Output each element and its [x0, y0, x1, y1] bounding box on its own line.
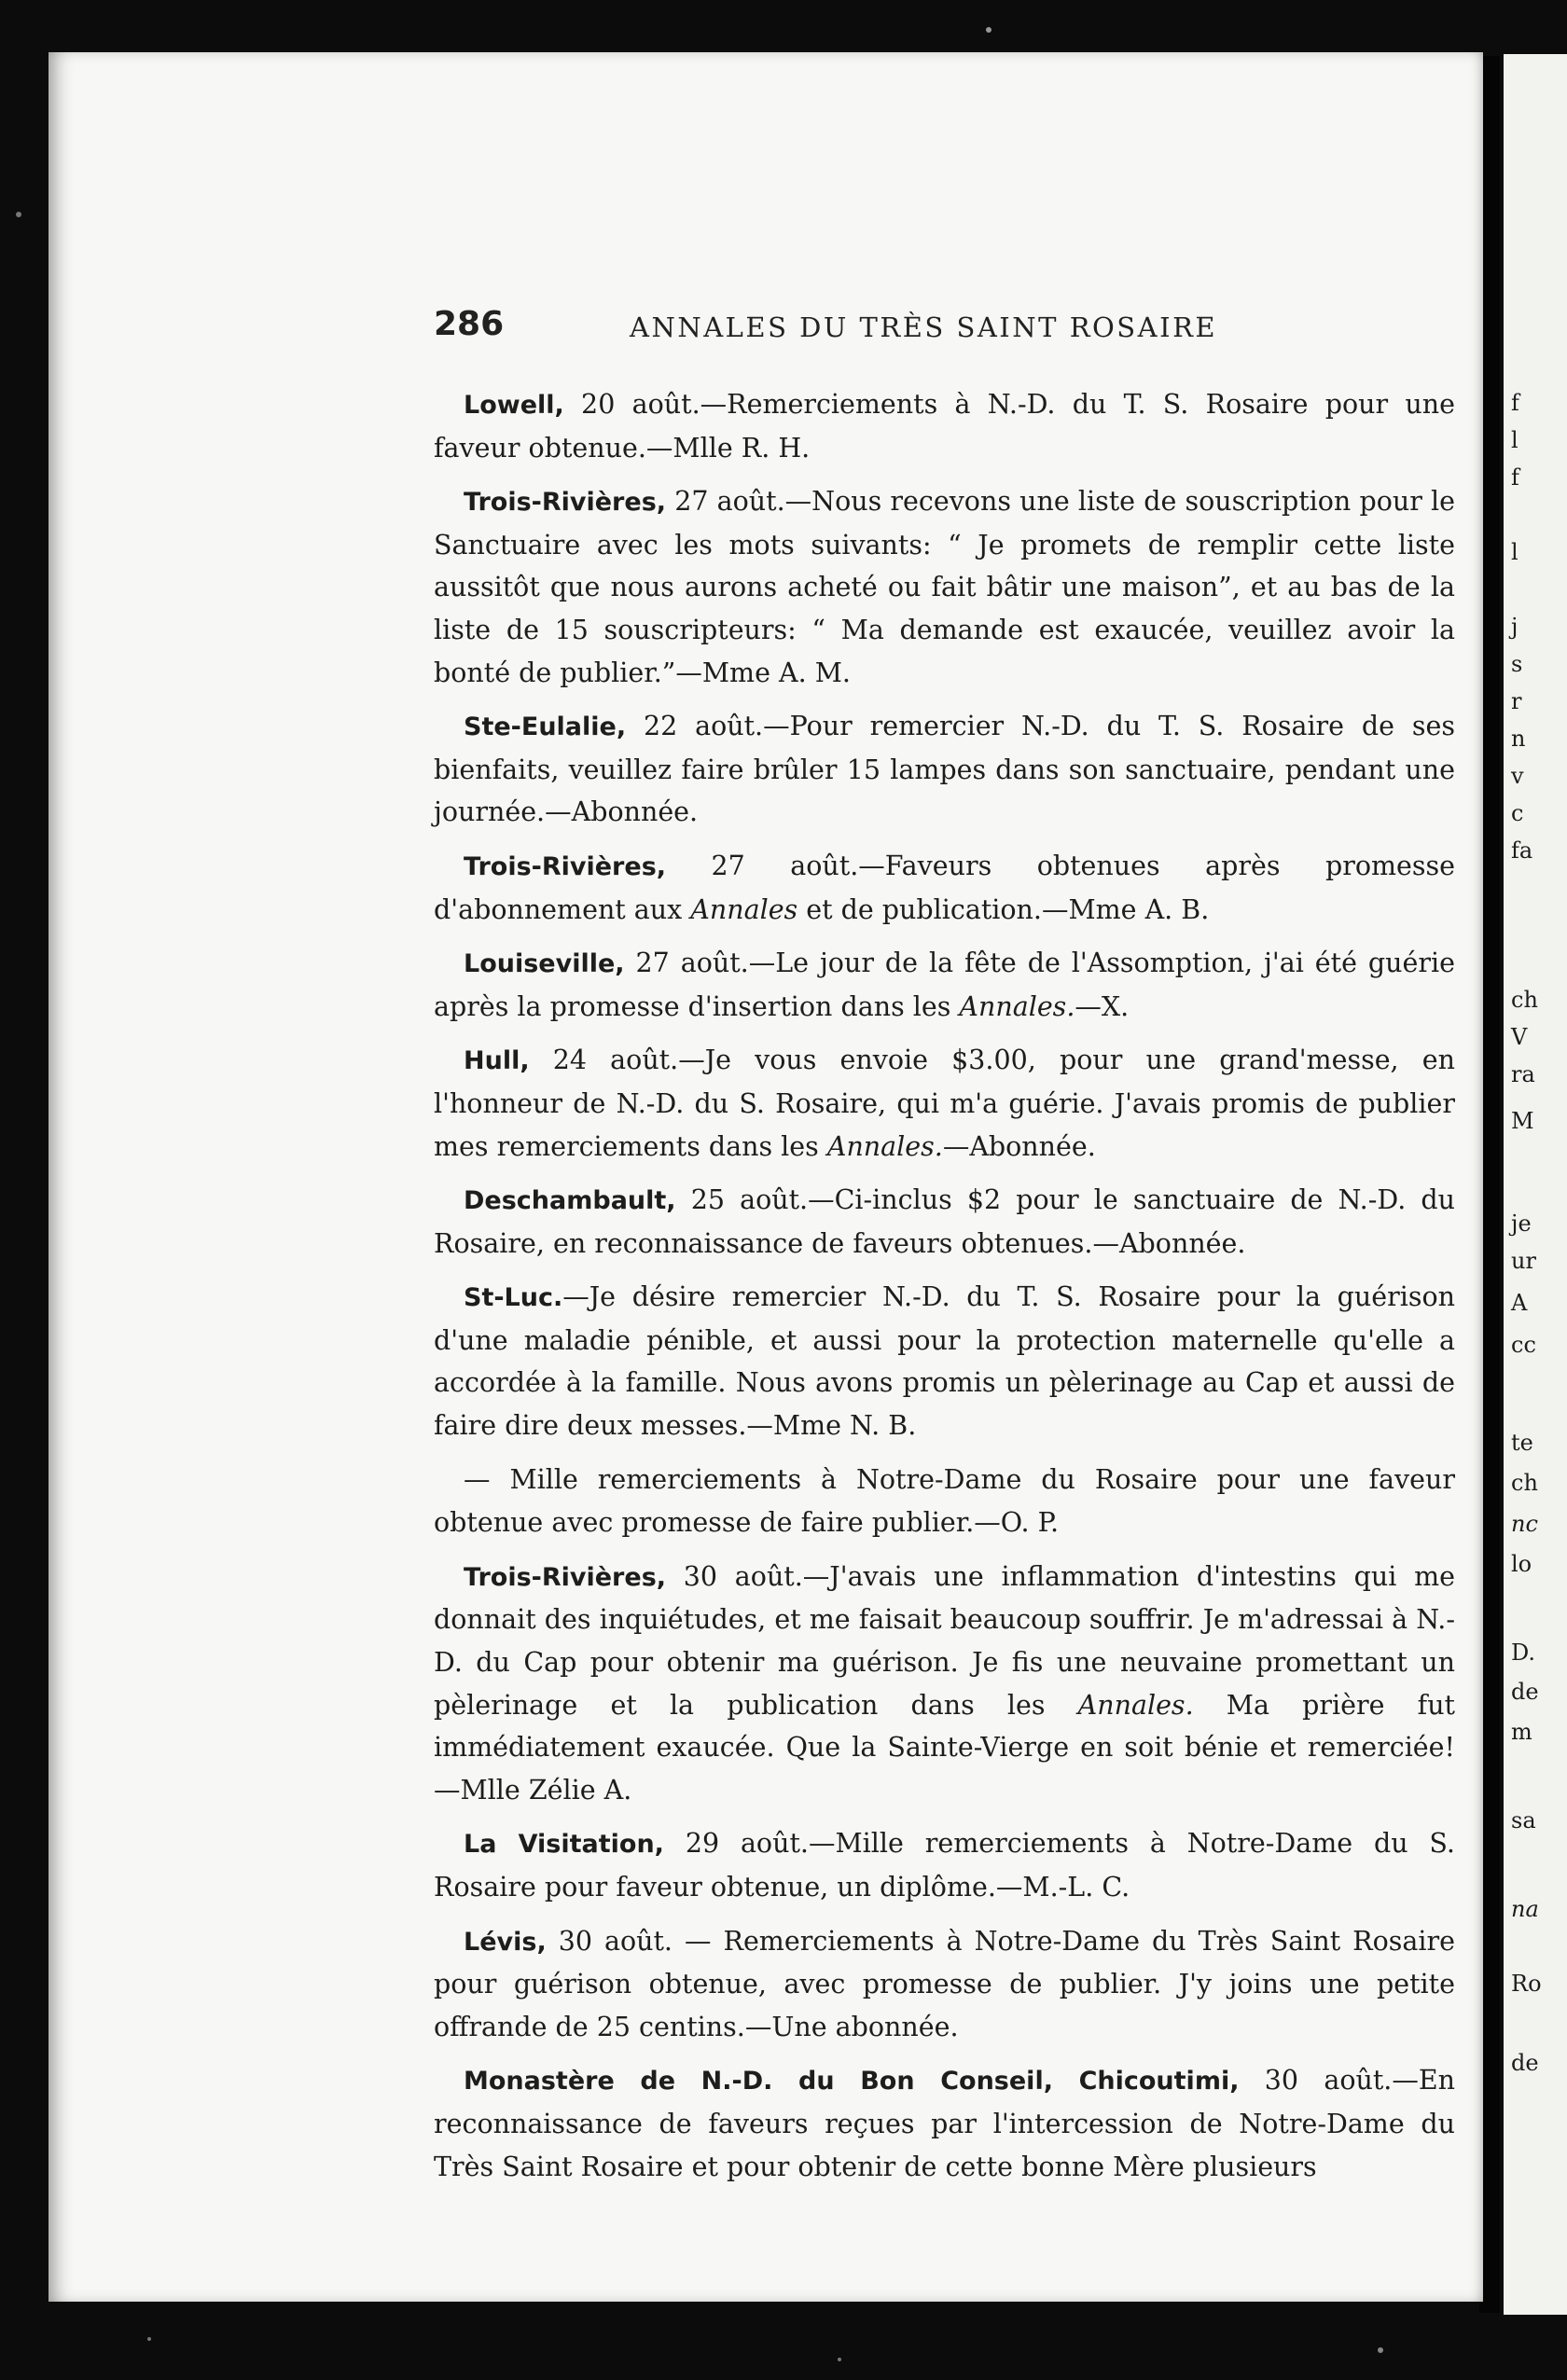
- facing-fragment: c: [1511, 800, 1524, 826]
- entry-text: 30 août. — Remerciements à Notre-Dame du Très Saint Rosaire pour guérison obtenue, avec promesse de publier. J'y joins une petite offrande de 25 centins.—Une abonnée.: [434, 1925, 1455, 2042]
- facing-fragment: f: [1511, 464, 1519, 491]
- entry-place: Trois-Rivières,: [464, 1562, 667, 1592]
- entry-text-continued: Ma prière fut immédiatement exaucée. Que la Sainte-Vierge en soit bénie et remerciée!—Mlle Zélie A.: [434, 1689, 1456, 1806]
- facing-page-strip: [1504, 54, 1567, 2315]
- entry-text: 30 août.—En reconnaissance de faveurs reçues par l'intercession de Notre-Dame du Très Saint Rosaire et pour obtenir de cette bonne Mère plusieurs: [434, 2065, 1455, 2182]
- entry: [434, 383, 1455, 469]
- entry-text-continued: —Abonnée.: [942, 1130, 1096, 1162]
- facing-fragment: ur: [1511, 1248, 1536, 1274]
- entry-text: —Je désire remercier N.-D. du T. S. Rosaire pour la guérison d'une maladie pénible, et aussi pour la protection maternelle qu'elle a accordée à la famille. Nous avons promis un pèlerinage au Cap et aussi de faire dire deux messes.—Mme N. B.: [434, 1281, 1455, 1442]
- facing-fragment: ch: [1511, 987, 1538, 1013]
- entry-place: Deschambault,: [464, 1186, 676, 1216]
- entry-text: 27 août.—Le jour de la fête de l'Assomption, j'ai été guérie après la promesse d'insertion dans les: [434, 948, 1455, 1022]
- facing-fragment: Ro: [1511, 1971, 1542, 1997]
- page-number: 286: [434, 305, 505, 343]
- entry-place: Monastère de N.-D. du Bon Conseil, Chicoutimi,: [464, 2067, 1240, 2096]
- facing-fragment: de: [1511, 2050, 1539, 2076]
- facing-fragment: te: [1511, 1430, 1533, 1456]
- entry: [434, 705, 1455, 834]
- facing-fragment: M: [1511, 1108, 1534, 1134]
- entry-place: Ste-Eulalie,: [464, 713, 627, 742]
- entry-place: Lévis,: [464, 1927, 547, 1957]
- entry: [434, 845, 1455, 931]
- entry-italic: Annales: [690, 893, 798, 925]
- entry-text: 27 août.—Nous recevons une liste de souscription pour le Sanctuaire avec les mots suivants: “ Je promets de remplir cette liste aussitôt que nous aurons acheté ou fait bâtir une maison”, et au bas de la liste de 15 souscripteurs: “ Ma demande est exaucée, veuillez avoir la bonté de publier.”—Mme A. M.: [434, 486, 1455, 688]
- entry: [434, 480, 1455, 694]
- entry: [434, 1179, 1455, 1265]
- facing-fragment: ra: [1511, 1061, 1535, 1087]
- entry-place: Trois-Rivières,: [464, 488, 667, 518]
- facing-fragment: s: [1511, 651, 1523, 677]
- page-content: [434, 303, 1455, 2199]
- entry: [434, 1822, 1455, 1908]
- entry-text-continued: et de publication.—Mme A. B.: [797, 893, 1210, 925]
- entry-text: 20 août.—Remerciements à N.-D. du T. S. Rosaire pour une faveur obtenue.—Mlle R. H.: [434, 389, 1455, 464]
- entry-text: 30 août.—J'avais une inflammation d'intestins qui me donnait des inquiétudes, et me faisait beaucoup souffrir. Je m'adressai à N.-D. du Cap pour obtenir ma guérison. Je fis une neuvaine promettant un pèlerinage et la publication dans les: [434, 1560, 1455, 1721]
- facing-fragment: na: [1511, 1896, 1539, 1922]
- running-title: ANNALES DU TRÈS SAINT ROSAIRE: [630, 311, 1218, 343]
- facing-fragment: V: [1511, 1024, 1528, 1050]
- entry-text: 22 août.—Pour remercier N.-D. du T. S. Rosaire de ses bienfaits, veuillez faire brûler 15 lampes dans son sanctuaire, pendant une journée.—Abonnée.: [434, 711, 1455, 828]
- facing-fragment: m: [1511, 1719, 1532, 1745]
- facing-fragment: A: [1511, 1290, 1528, 1316]
- facing-fragment: n: [1511, 726, 1526, 752]
- entry: [434, 942, 1455, 1028]
- facing-fragment: l: [1511, 427, 1518, 453]
- facing-fragment: je: [1511, 1211, 1532, 1237]
- entry-place: Hull,: [464, 1046, 530, 1076]
- entry: [434, 1920, 1455, 2049]
- facing-fragment: fa: [1511, 837, 1533, 864]
- entry-italic: Annales.: [959, 990, 1075, 1022]
- facing-fragment: j: [1511, 614, 1518, 640]
- facing-fragment: r: [1511, 688, 1522, 714]
- entry: [434, 1459, 1455, 1544]
- facing-fragment: f: [1511, 390, 1519, 416]
- entry-place: Trois-Rivières,: [464, 851, 667, 881]
- entry-text-continued: —X.: [1075, 990, 1130, 1022]
- entry-text: 27 août.—Faveurs obtenues après promesse d'abonnement aux: [434, 850, 1455, 925]
- entry-place: St-Luc.: [464, 1283, 563, 1313]
- entry-italic: Annales.: [826, 1130, 943, 1162]
- entry: [434, 1276, 1455, 1446]
- entry: [434, 1556, 1455, 1812]
- facing-fragment: l: [1511, 539, 1518, 565]
- entry-italic: Annales.: [1077, 1689, 1194, 1721]
- facing-fragment: nc: [1511, 1511, 1538, 1537]
- facing-fragment: de: [1511, 1679, 1539, 1705]
- facing-fragment: ch: [1511, 1470, 1538, 1496]
- entry-text: — Mille remerciements à Notre-Dame du Rosaire pour une faveur obtenue avec promesse de faire publier.—O. P.: [434, 1463, 1455, 1539]
- entry: [434, 2059, 1455, 2188]
- entry-text: 29 août.—Mille remerciements à Notre-Dame du S. Rosaire pour faveur obtenue, un diplôme.—M.-L. C.: [434, 1828, 1455, 1903]
- facing-fragment: cc: [1511, 1332, 1536, 1358]
- entry: [434, 1039, 1455, 1168]
- entry-place: La Visitation,: [464, 1830, 664, 1860]
- entry-text: 25 août.—Ci-inclus $2 pour le sanctuaire de N.-D. du Rosaire, en reconnaissance de faveurs obtenues.—Abonnée.: [434, 1184, 1455, 1259]
- running-head: [434, 303, 1455, 355]
- facing-fragment: sa: [1511, 1807, 1536, 1833]
- facing-fragment: lo: [1511, 1551, 1532, 1577]
- entry-place: Lowell,: [464, 391, 564, 420]
- facing-fragment: v: [1511, 763, 1524, 789]
- facing-fragment: D.: [1511, 1640, 1536, 1666]
- entry-text: 24 août.—Je vous envoie $3.00, pour une grand'messe, en l'honneur de N.-D. du S. Rosaire, qui m'a guérie. J'avais promis de publier mes remerciements dans les: [434, 1045, 1455, 1162]
- entry-place: Louiseville,: [464, 949, 625, 979]
